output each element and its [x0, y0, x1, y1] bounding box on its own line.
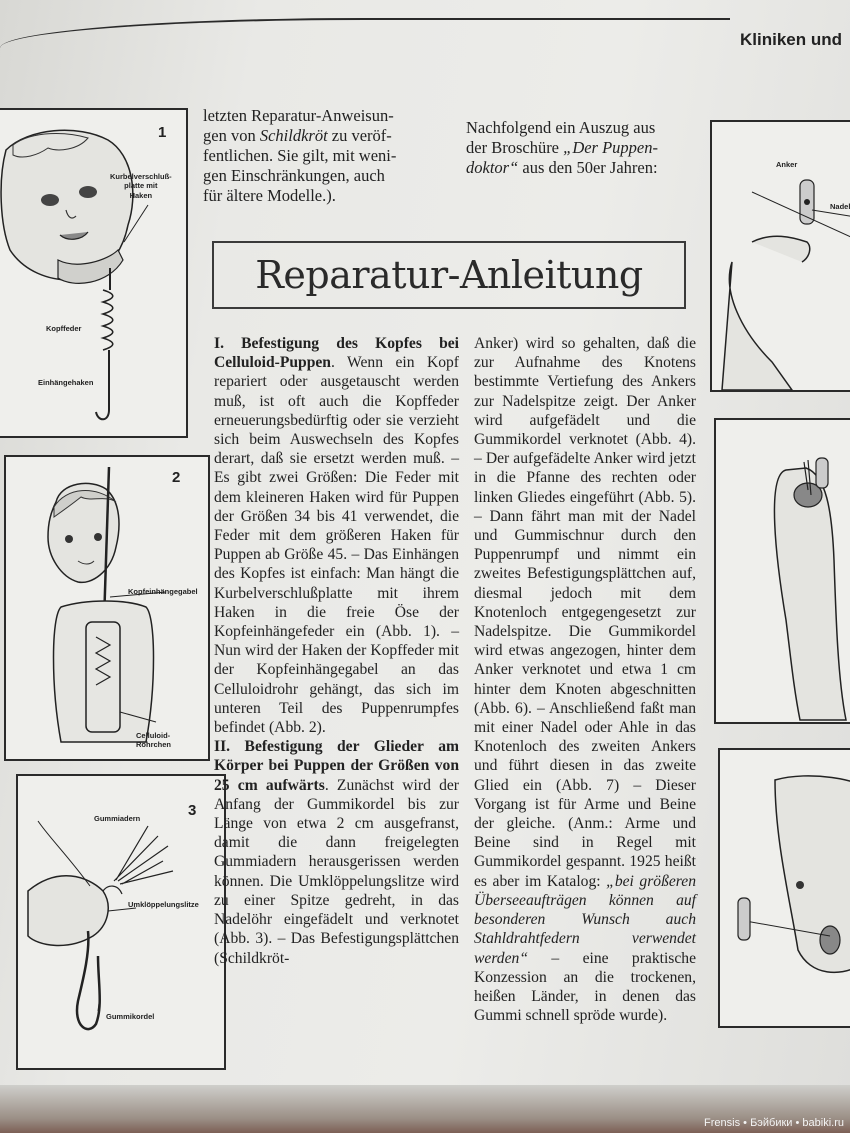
- figure-3-label-gummiadern: Gummiadern: [94, 814, 141, 823]
- intro-right-pre: Nachfolgend ein Auszug aus der Broschüre: [466, 118, 656, 157]
- figure-2-panel: [4, 455, 210, 761]
- figure-1-label-kurbelverschluss: Kurbelverschluß- platte mit Haken: [110, 172, 172, 200]
- column-2-text-pre: Anker) wird so gehalten, daß die zur Aufnahme des Knotens bestimmte Vertiefung des Ankers zur Nadelspitze zeigt. Der Anker wird aufgefädelt und die Gummikordel verknotet (Abb. 4). – Der aufgefädelte Anker wird jetzt in die Pfanne des rechten oder linken Gliedes eingeführt (Abb. 5). – Dann fährt man mit der Nadel und Gummischnur durch den Puppenrumpf und nimmt ein zweites Befestigungsplättchen auf, diesmal jedoch mit dem Knotenloch entgegengesetzt zur Nadelspitze. Die Gummikordel wird etwas angezogen, hinter dem Anker verknotet und etwa 1 cm hinter dem Knoten abgeschnitten (Abb. 6). – Anschließend faßt man mit einer Nadel oder Ahle in das Knotenloch des zweiten Ankers und führt diesen in das zweite Glied ein (Abb. 7) – Dieser Vorgang ist für Arme und Beine der gleiche. (Anm.: Arme und Beine sind in Regel mit Gummikordel gespannt. 1925 heißt es aber im Katalog:: [474, 335, 696, 890]
- catalog-quote: „bei größeren Überseeaufträgen können auf besonderen Wunsch auch Stahldrahtfedern verwendet werden“: [474, 872, 696, 967]
- intro-left-post: zu veröf- fentlichen. Sie gilt, mit weni- gen Einschränkungen, auch für ältere Modelle.).: [203, 126, 397, 205]
- figure-3-label-umkloeppelungslitze: Umklöppelungslitze: [128, 900, 199, 909]
- intro-left: [203, 106, 443, 206]
- figure-1-label-kopffeder: Kopffeder: [46, 324, 82, 333]
- figure-1-label-einhaengehaken: Einhängehaken: [38, 378, 94, 387]
- header-rule: [0, 18, 730, 48]
- figure-1-number: 1: [158, 124, 167, 141]
- intro-right-post: aus den 50er Jahren:: [518, 158, 658, 177]
- section-1-paragraph: [214, 334, 459, 737]
- figure-5-panel: [714, 418, 850, 724]
- title-box: [212, 241, 686, 309]
- figure-2-number: 2: [172, 469, 181, 486]
- figure-3-label-gummikordel: Gummikordel: [106, 1012, 155, 1021]
- figure-2-label-kopfeinhaengegabel: Kopfeinhängegabel: [128, 587, 198, 596]
- intro-right: [466, 118, 696, 178]
- section-2-text: . Zunächst wird der Anfang der Gummikordel bis zur Länge von etwa 2 cm ausgefranst, damit die dann freigelegten Gummiadern herausgerissen werden können. Die Umklöppelungslitze wird zu einer Spitze gedreht, in das Nadelöhr eingefädelt und verknotet (Abb. 3). – Das Befestigungsplättchen (Schildkröt-: [214, 776, 459, 967]
- header-title: Kliniken und: [740, 30, 842, 49]
- doll-torso-anker-illustration: [720, 750, 850, 1026]
- figure-3-panel: [16, 774, 226, 1070]
- section-2-continued: [474, 334, 696, 1025]
- figure-6-panel: [718, 748, 850, 1028]
- section-1-heading: I. Befestigung des Kopfes bei Celluloid-Puppen: [214, 335, 459, 372]
- watermark: Frensis • Бэйбики • babiki.ru: [704, 1117, 844, 1129]
- section-2-heading: II. Befestigung der Glieder am Körper bei Puppen der Größen von 25 cm aufwärts: [214, 738, 459, 794]
- page-title: Reparatur-Anleitung: [255, 253, 643, 297]
- figure-1-panel: [0, 108, 188, 438]
- figure-2-label-celluloid: Celluloid- Röhrchen: [136, 731, 172, 750]
- column-2-text-post: – eine praktische Konzession an die trockenen, heißen Länder, in denen das Gummi schnell spröde wurde).: [474, 949, 696, 1025]
- section-2-paragraph: [214, 737, 459, 967]
- figure-4-panel: [710, 120, 850, 392]
- figure-4-label-anker: Anker: [776, 160, 798, 169]
- doll-torso-illustration: [6, 457, 208, 759]
- doll-leg-illustration: [716, 420, 850, 722]
- column-1: [214, 334, 459, 968]
- figure-3-number: 3: [188, 802, 197, 819]
- column-2: [474, 334, 696, 1025]
- figure-4-label-nadel: Nadel: [830, 202, 850, 211]
- intro-right-quote: „Der Puppen- doktor“: [466, 138, 658, 177]
- intro-left-pre: letzten Reparatur-Anweisun- gen von: [203, 106, 394, 145]
- section-1-text: . Wenn ein Kopf repariert oder ausgetauscht werden muß, ist oft auch die Kopffeder erneuerungsbedürftig oder sie verzieht sich beim Auswechseln des Kopfes derart, daß sie ersetzt werden muß. – Es gibt zwei Größen: Die Feder mit dem kleineren Haken wird für Puppen der Größen 34 bis 41 verwendet, die Feder mit dem größeren Haken für Puppen ab Größe 45. – Das Einhängen des Kopfes ist einfach: Man hängt die Kurbelverschlußplatte mit ihrem Haken in die freie Öse der Kopfeinhängefeder ein (Abb. 1). – Nun wird der Haken der Kopffeder mit der Kopfeinhängegabel an das Celluloidrohr gehängt, das sich im unteren Teil des Puppenrumpfes befindet (Abb. 2).: [214, 354, 459, 737]
- intro-left-brand: Schildkröt: [259, 126, 328, 145]
